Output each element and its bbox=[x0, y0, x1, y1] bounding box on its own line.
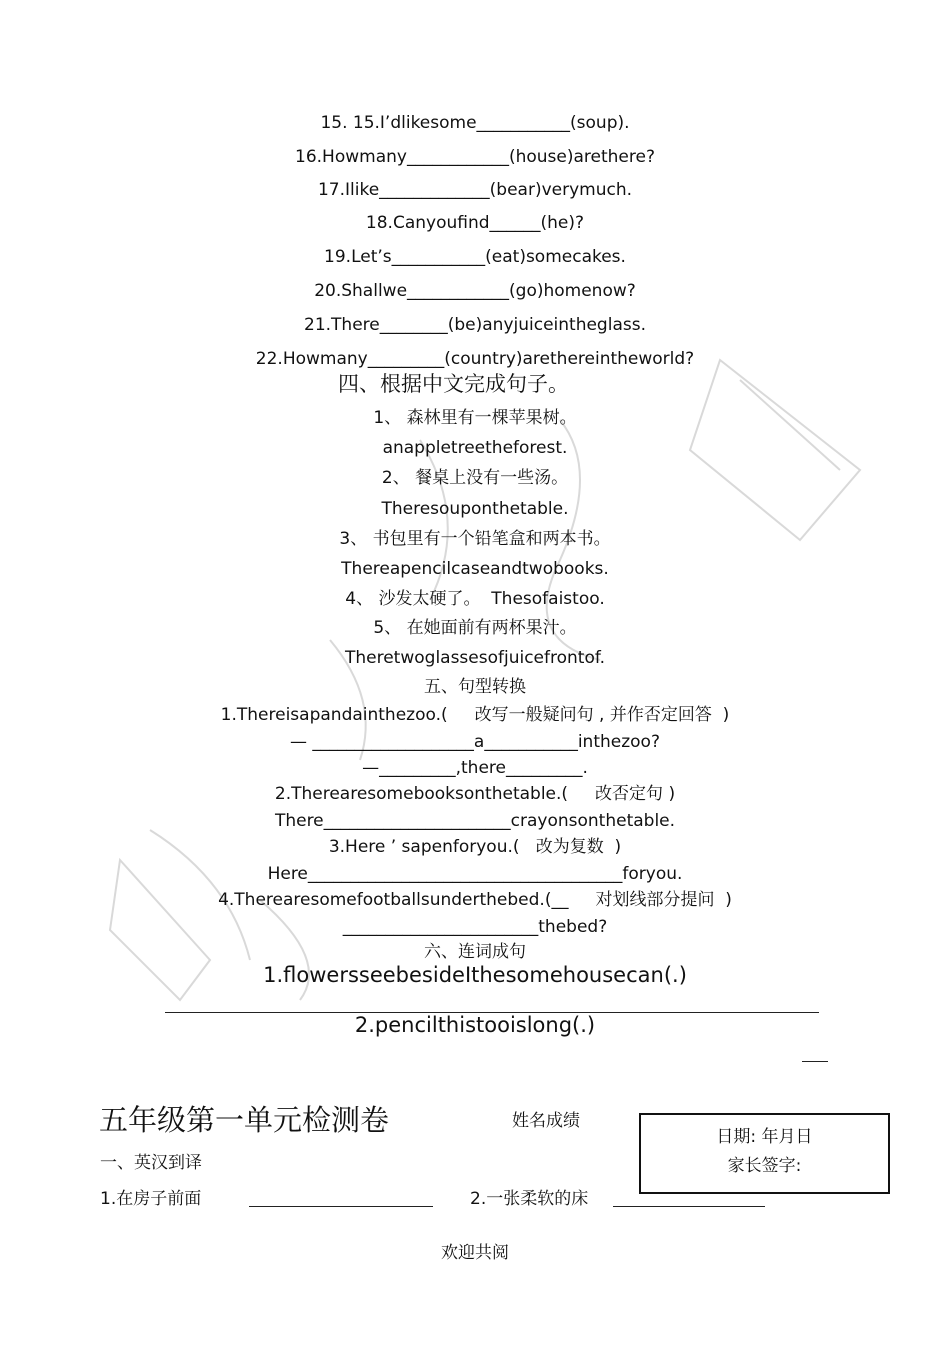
parent-signature-label: 家长签字: bbox=[727, 1156, 802, 1176]
section5-heading: 五、句型转换 bbox=[424, 677, 526, 697]
section4-item: Thereapencilcaseandtwobooks. bbox=[341, 559, 609, 579]
question-2 bbox=[470, 1188, 588, 1210]
exercise-item-15: 15. 15.I’dlikesome___________(soup). bbox=[320, 113, 630, 133]
section4-item: 2、 餐桌上没有一些汤。 bbox=[381, 468, 569, 488]
date-label: 日期: 年月日 bbox=[716, 1127, 813, 1147]
section5-item: — ___________________a___________inthezoo? bbox=[290, 732, 660, 752]
section5-item: There______________________crayonsonthetable. bbox=[274, 811, 676, 831]
section4-item: 4、 沙发太硬了。 Thesofaistoo. bbox=[345, 589, 605, 609]
test-title: 五年级第一单元检测卷 bbox=[99, 1103, 390, 1137]
exercise-item-16: 16.Howmany____________(house)arethere? bbox=[295, 147, 655, 167]
section4-item: 1、 森林里有一棵苹果树。 bbox=[373, 408, 577, 428]
section5-item: _______________________thebed? bbox=[342, 917, 608, 937]
answer-line-short bbox=[802, 1061, 828, 1062]
section4-heading: 四、根据中文完成句子。 bbox=[338, 372, 569, 396]
exercise-item-19: 19.Let’s___________(eat)somecakes. bbox=[324, 247, 626, 267]
question-2-blank[interactable] bbox=[613, 1190, 765, 1207]
section4-item: Theresouponthetable. bbox=[381, 499, 569, 519]
exercise-item-20: 20.Shallwe____________(go)homenow? bbox=[314, 281, 636, 301]
question-1-text: 1.在房子前面 bbox=[100, 1189, 202, 1209]
section5-item: 3.Here ’ sapenforyou.( 改为复数 ) bbox=[328, 837, 622, 857]
section4-item: 5、 在她面前有两杯果汁。 bbox=[373, 618, 577, 638]
section6-heading: 六、连词成句 bbox=[424, 942, 526, 962]
question-1 bbox=[100, 1188, 201, 1210]
section6-item-1: 1.flowersseebesideIthesomehousecan(.) bbox=[263, 963, 687, 987]
info-box bbox=[639, 1113, 890, 1194]
exercise-item-17: 17.Ilike_____________(bear)verymuch. bbox=[317, 180, 633, 200]
section6-item-2: 2.pencilthistooislong(.) bbox=[354, 1013, 596, 1037]
section5-item: —_________,there_________. bbox=[362, 758, 588, 778]
exercise-item-21: 21.There________(be)anyjuiceintheglass. bbox=[304, 315, 646, 335]
section5-item: 1.Thereisapandainthezoo.( 改写一般疑问句 , 并作否定回答 ) bbox=[220, 705, 730, 725]
bottom-note: 欢迎共阅 bbox=[441, 1243, 509, 1263]
name-score-label: 姓名成绩 bbox=[512, 1111, 580, 1131]
question-2-text: 2.一张柔软的床 bbox=[470, 1189, 589, 1209]
section4-item: 3、 书包里有一个铅笔盒和两本书。 bbox=[339, 529, 611, 549]
section5-item: Here_____________________________________foryou. bbox=[267, 864, 683, 884]
part1-heading: 一、英汉到译 bbox=[100, 1153, 202, 1173]
exercise-item-18: 18.Canyoufind______(he)? bbox=[365, 213, 585, 233]
question-1-blank[interactable] bbox=[249, 1190, 433, 1207]
exercise-item-22: 22.Howmany_________(country)arethereintheworld? bbox=[255, 349, 695, 369]
section4-item: anappletreetheforest. bbox=[382, 438, 568, 458]
section5-item: 2.Therearesomebooksonthetable.( 改否定句 ) bbox=[274, 784, 676, 804]
section5-item: 4.Therearesomefootballsunderthebed.(__ 对划线部分提问 ) bbox=[218, 890, 732, 910]
section4-item: Theretwoglassesofjuicefrontof. bbox=[344, 648, 606, 668]
